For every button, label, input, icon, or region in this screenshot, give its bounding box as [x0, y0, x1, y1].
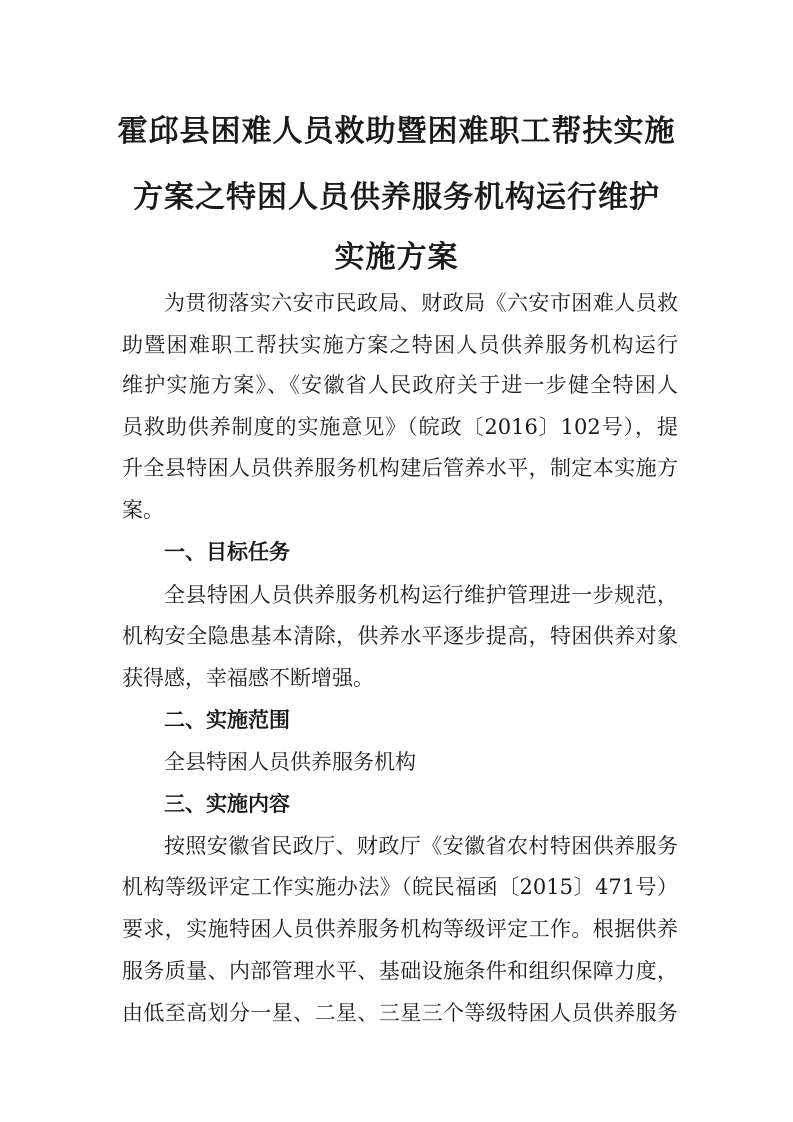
- section-heading-goals: 一、目标任务: [164, 540, 290, 564]
- section-heading-scope: 二、实施范围: [164, 708, 290, 732]
- intro-line-3: 维护实施方案》、《安徽省人民政府关于进一步健全特困人: [122, 373, 678, 397]
- section3-line-1: 按照安徽省民政厅、财政厅《安徽省农村特困供养服务: [164, 834, 678, 858]
- document-title-line-3: 实施方案: [334, 240, 459, 275]
- section-heading-content: 三、实施内容: [164, 792, 290, 816]
- intro-line-6: 案。: [122, 498, 164, 522]
- section1-line-1: 全县特困人员供养服务机构运行维护管理进一步规范，: [164, 583, 678, 607]
- section3-line-4: 服务质量、内部管理水平、基础设施条件和组织保障力度，: [122, 959, 678, 983]
- document-title-line-2: 方案之特困人员供养服务机构运行维护: [133, 180, 660, 215]
- section2-line-1: 全县特困人员供养服务机构: [164, 750, 416, 774]
- section3-line-5: 由低至高划分一星、二星、三星三个等级特困人员供养服务: [122, 1001, 678, 1025]
- section1-line-3: 获得感，幸福感不断增强。: [122, 666, 374, 690]
- intro-line-5: 升全县特困人员供养服务机构建后管养水平，制定本实施方: [122, 456, 678, 480]
- section3-line-3: 要求，实施特困人员供养服务机构等级评定工作。根据供养: [122, 917, 678, 941]
- section3-line-2: 机构等级评定工作实施办法》（皖民福函〔2015〕471号）: [122, 875, 678, 899]
- intro-line-2: 助暨困难职工帮扶实施方案之特困人员供养服务机构运行: [122, 333, 678, 357]
- document-title-line-1: 霍邱县困难人员救助暨困难职工帮扶实施: [117, 114, 676, 149]
- intro-line-1: 为贯彻落实六安市民政局、财政局《六安市困难人员救: [164, 291, 678, 315]
- intro-line-4: 员救助供养制度的实施意见》（皖政〔2016〕102号），提: [122, 415, 678, 439]
- section1-line-2: 机构安全隐患基本清除，供养水平逐步提高，特困供养对象: [122, 624, 678, 648]
